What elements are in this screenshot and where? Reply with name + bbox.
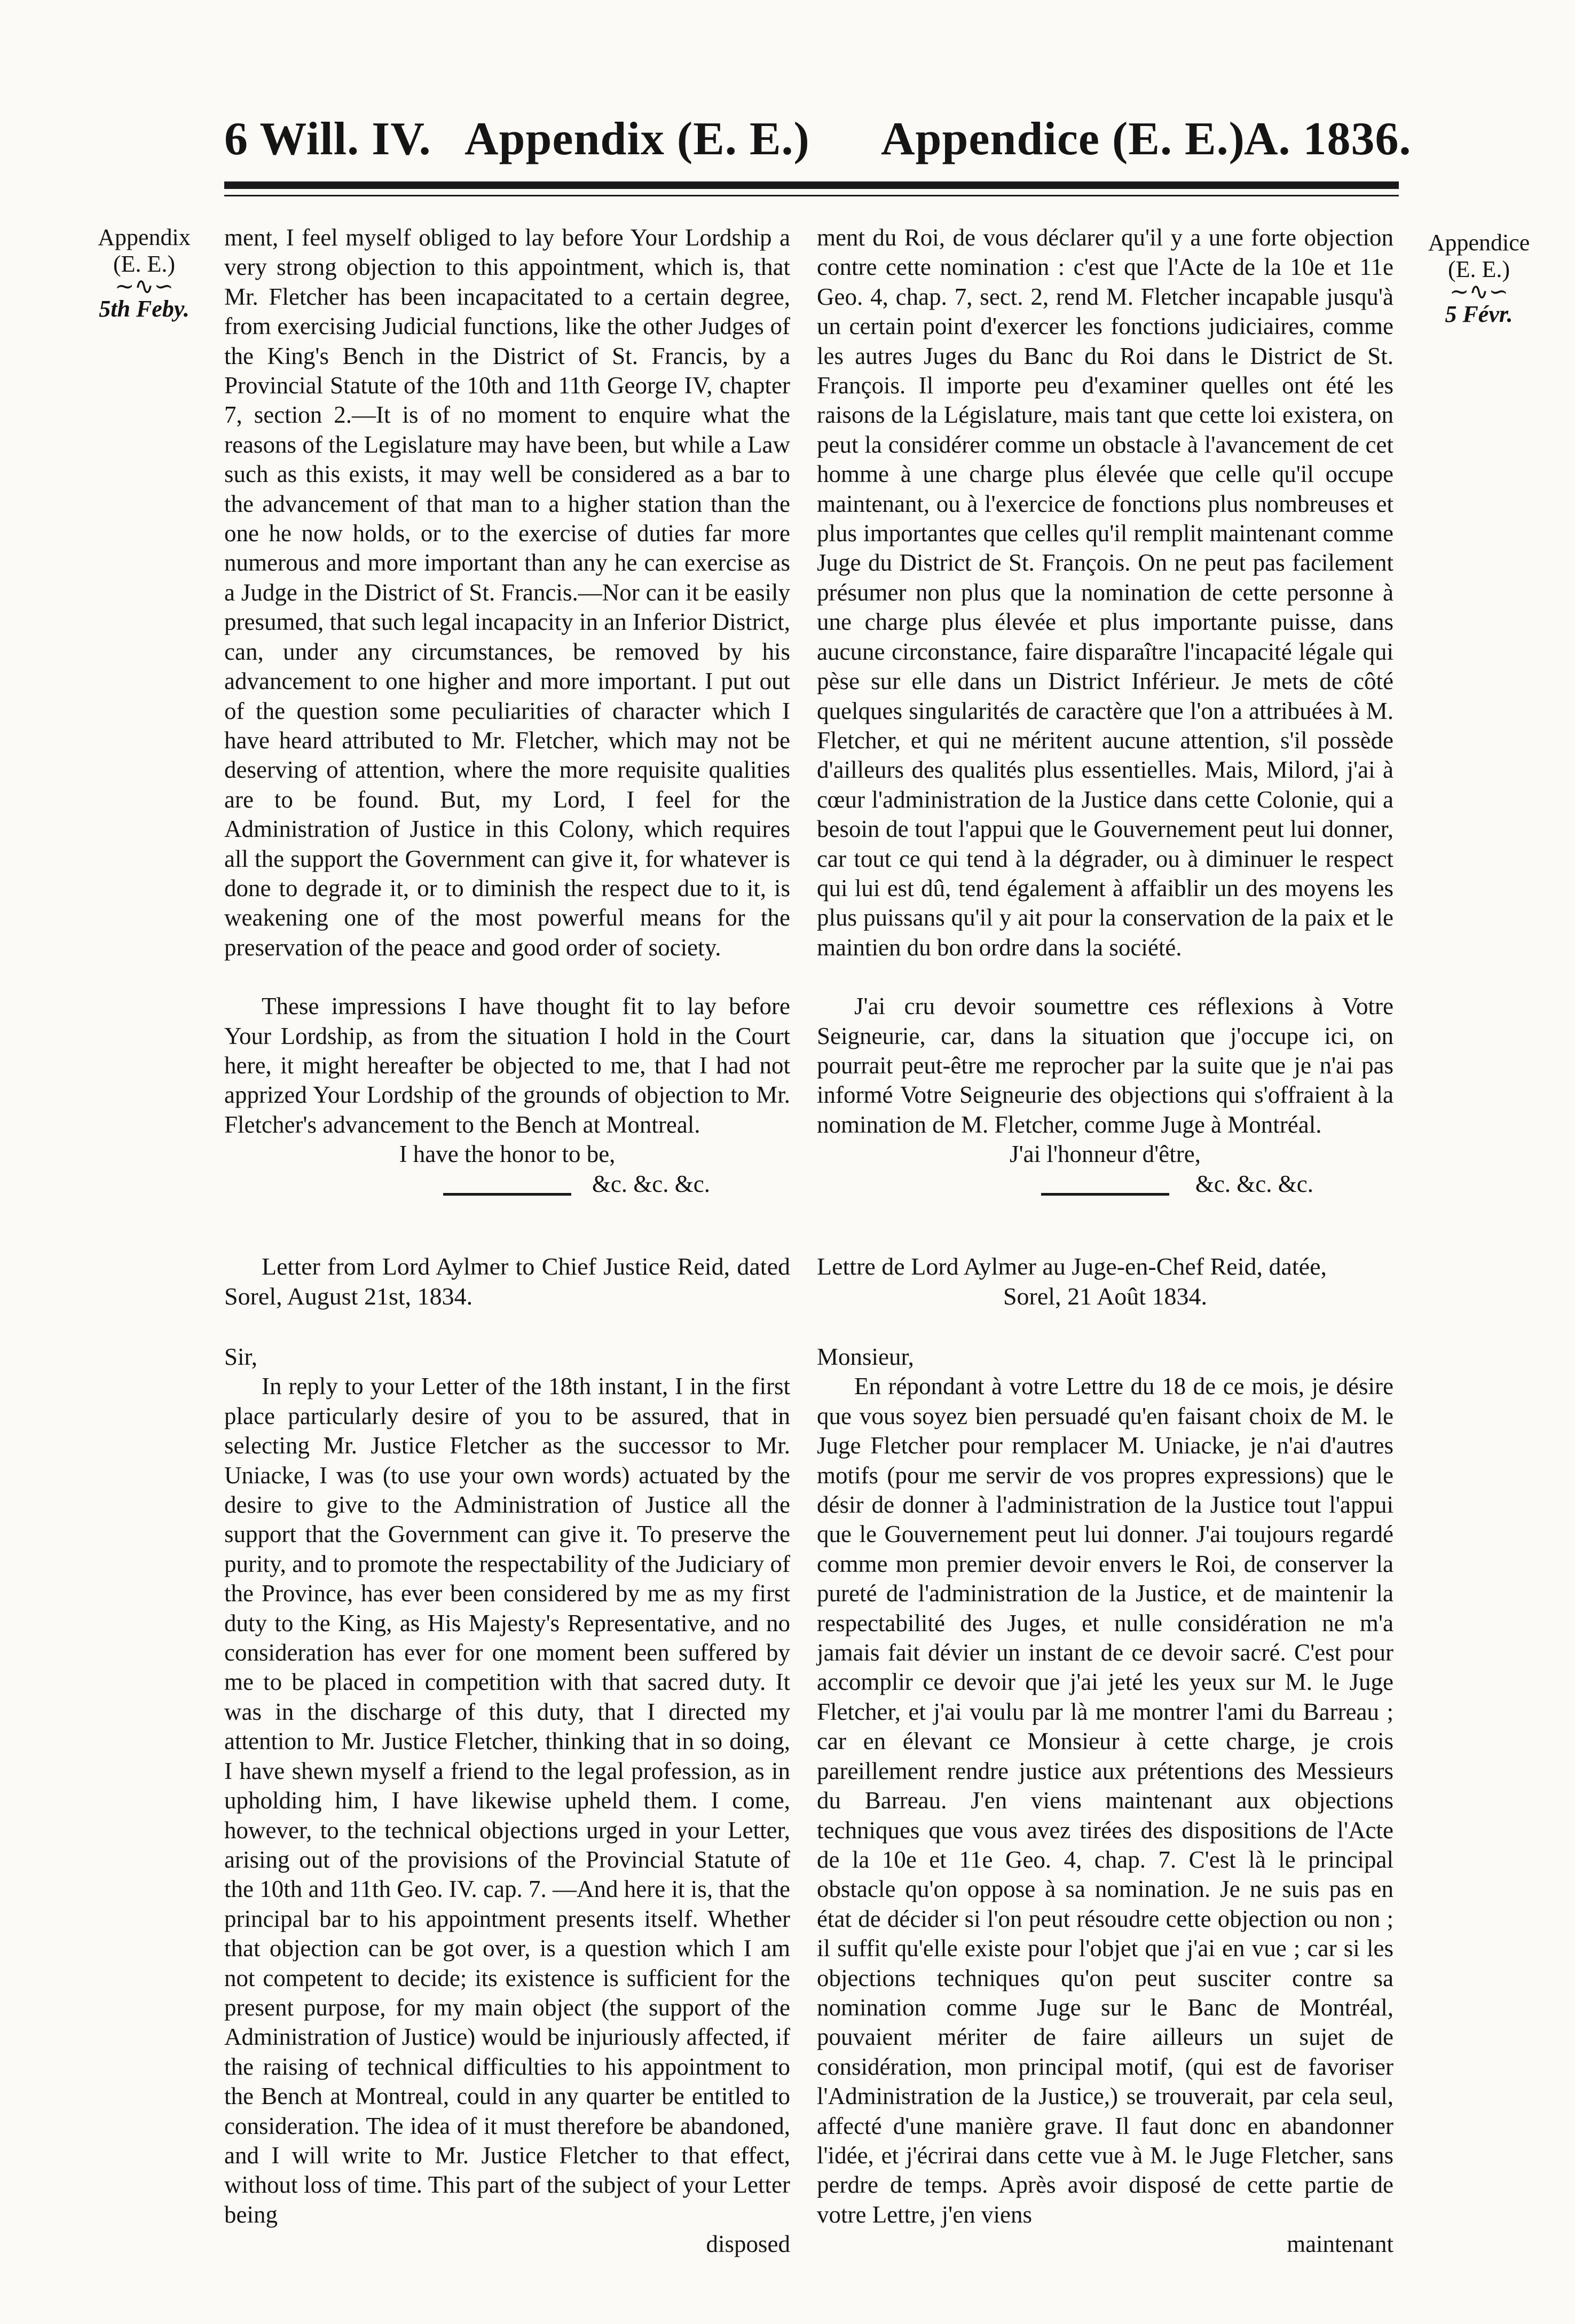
margin-swash: ∼∿∽ [1449, 279, 1509, 305]
right-margin-note [1404, 230, 1554, 328]
french-paragraph-2: J'ai cru devoir soumettre ces réflexions à Votre Seigneurie, car, dans la situation que j'occupe ici, on pourrait peut-être me reprocher par la suite que je n'ai pas informé Votre Seigneurie des objections qui s'offraient à la nomination de M. Fletcher, comme Juge à Montréal. [817, 993, 1393, 1138]
english-salutation: Sir, [224, 1343, 257, 1370]
french-catchword: maintenant [1287, 2231, 1393, 2258]
page-year: A. 1836. [1244, 113, 1412, 165]
english-catchword: disposed [706, 2231, 790, 2258]
french-paragraph-3: En répondant à votre Lettre du 18 de ce mois, je désire que vous soyez bien persuadé qu'en faisant choix de M. le Juge Fletcher pour remplacer M. Uniacke, je n'ai d'autres motifs (pour me servir de vos propres expressions) que le désir de donner à l'administration de la Justice tout l'appui que le Gouvernement peut lui donner. J'ai toujours regardé comme mon premier devoir envers le Roi, de conserver la pureté de l'administration de la Justice, et de maintenir la respectabilité des Juges, et nulle considération ne m'a jamais fait dévier un instant de ce devoir sacré. C'est pour accomplir ce devoir que j'ai jeté les yeux sur M. le Juge Fletcher, et j'ai voulu par là me montrer l'ami du Barreau ; car en élevant ce Monsieur à cette charge, je crois pareillement rendre justice aux prétentions des Messieurs du Barreau. J'en viens maintenant aux objections techniques que vous avez tirées des dispositions de l'Acte de la 10e et 11e Geo. 4, chap. 7. C'est là le principal obstacle qu'on oppose à sa nomination. Je ne suis pas en état de décider si l'on peut résoudre cette objection ou non ; il suffit qu'elle existe pour l'objet que j'ai en vue ; car si les objections techniques qu'on peut susciter contre sa nomination comme Juge sur le Banc de Montréal, pouvaient mériter de faire ailleurs un sujet de considération, mon principal motif, (qui est de favoriser l'Administration de la Justice,) se trouverait, par cela seul, affecté d'une manière grave. Il faut donc en abandonner l'idée, et j'écrirai dans cette vue à M. le Juge Fletcher, sans perdre de temps. Après avoir disposé de cette partie de votre Lettre, j'en viens [817, 1373, 1393, 2228]
french-upper-column [817, 223, 1393, 1199]
english-etc: &c. &c. &c. [592, 1170, 710, 1197]
french-etc: &c. &c. &c. [1195, 1170, 1313, 1197]
margin-appendice-code: (E. E.) [1447, 256, 1510, 282]
left-margin-note [64, 224, 224, 322]
margin-swash: ∼∿∽ [114, 273, 174, 299]
margin-appendix-code: (E. E.) [113, 251, 176, 277]
english-paragraph-2: These impressions I have thought fit to lay before Your Lordship, as from the situation I hold in the Court here, it might hereafter be objected to me, that I had not apprized Your Lordship of the grounds of objection to Mr. Fletcher's advancement to the Bench at Montreal. [224, 993, 790, 1138]
margin-date: 5th Feby. [99, 296, 190, 322]
english-closing: I have the honor to be, [399, 1141, 616, 1168]
french-letter-title [817, 1252, 1393, 1311]
french-letter-title-line2: Sorel, 21 Août 1834. [1003, 1283, 1208, 1310]
english-letter-title-text: Letter from Lord Aylmer to Chief Justice Reid, dated Sorel, August 21st, 1834. [224, 1253, 790, 1310]
regnal-year: 6 Will. IV. [224, 113, 431, 165]
english-paragraph-1: ment, I feel myself obliged to lay before Your Lordship a very strong objection to this appointment, which is, that Mr. Fletcher has been incapacitated to a certain degree, from exercising Judicial functions, like the other Judges of the King's Bench in the District of St. Francis, by a Provincial Statute of the 10th and 11th George IV, chapter 7, section 2.—It is of no moment to enquire what the reasons of the Legislature may have been, but while a Law such as this exists, it may well be considered as a bar to the advancement of that man to a higher station than the one he now holds, or to the exercise of duties far more numerous and more important than any he can exercise as a Judge in the District of St. Francis.—Nor can it be easily presumed, that such legal incapacity in an Inferior District, can, under any circumstances, be removed by his advancement to one higher and more important. I put out of the question some peculiarities of character which I have heard attributed to Mr. Fletcher, which may not be deserving of attention, where the more requisite qualities are to be found. But, my Lord, I feel for the Administration of Justice in this Colony, which requires all the support the Government can give it, for whatever is done to degrade it, or to diminish the respect due to it, is weakening one of the most powerful means for the preservation of the peace and good order of society. [224, 224, 790, 961]
margin-appendice-label: Appendice [1428, 230, 1530, 256]
margin-date: 5 Févr. [1445, 301, 1513, 327]
english-paragraph-3: In reply to your Letter of the 18th instant, I in the first place particularly desire of you to be assured, that in selecting Mr. Justice Fletcher as the successor to Mr. Uniacke, I was (to use your own words) actuated by the desire to give to the Administration of Justice all the support that the Government can give it. To preserve the purity, and to promote the respectability of the Judiciary of the Province, has ever been considered by me as my first duty to the King, as His Majesty's Representative, and no consideration has ever for one moment been suffered by me to be placed in competition with that sacred duty. It was in the discharge of this duty, that I directed my attention to Mr. Justice Fletcher, thinking that in so doing, I have shewn myself a friend to the legal profession, as in upholding him, I have likewise upheld them. I come, however, to the technical objections urged in your Letter, arising out of the provisions of the Provincial Statute of the 10th and 11th Geo. IV. cap. 7. —And here it is, that the principal bar to his appointment presents itself. Whether that objection can be got over, is a question which I am not competent to decide; its existence is sufficient for the present purpose, for my main object (the support of the Administration of Justice) would be injuriously affected, if the raising of technical difficulties to his appointment to the Bench at Montreal, could in any quarter be entitled to consideration. The idea of it must therefore be abandoned, and I will write to Mr. Justice Fletcher to that effect, without loss of time. This part of the subject of your Letter being [224, 1373, 790, 2228]
margin-appendix-label: Appendix [98, 224, 191, 250]
section-separator-fr [1041, 1193, 1169, 1196]
english-upper-column [224, 223, 790, 1199]
french-letter-title-line1: Lettre de Lord Aylmer au Juge-en-Chef Reid, datée, [817, 1253, 1327, 1280]
french-closing: J'ai l'honneur d'être, [1010, 1141, 1201, 1168]
header-rule-thin [224, 195, 1399, 196]
header-rule-thick [224, 181, 1399, 189]
french-letter-body [817, 1342, 1393, 2259]
english-letter-body [224, 1342, 790, 2259]
appendix-title-en: Appendix (E. E.) [464, 113, 810, 165]
french-salutation: Monsieur, [817, 1343, 914, 1370]
english-letter-title [224, 1252, 790, 1311]
appendix-title-fr: Appendice (E. E.) [881, 113, 1245, 165]
french-paragraph-1: ment du Roi, de vous déclarer qu'il y a une forte objection contre cette nomination : c'est que l'Acte de la 10e et 11e Geo. 4, chap. 7, sect. 2, rend M. Fletcher incapable jusqu'à un certain point d'exercer les fonctions judiciaires, comme les autres Juges du Banc du Roi dans le District de St. François. Il importe peu d'examiner quelles ont été les raisons de la Législature, mais tant que cette loi existera, on peut la considérer comme un obstacle à l'avancement de cet homme à une charge plus élevée que celle qu'il occupe maintenant, ou à l'exercice de fonctions plus nombreuses et plus importantes que celles qu'il remplit maintenant comme Juge du District de St. François. On ne peut pas facilement présumer non plus que la nomination de cette personne à une charge plus élevée et plus importante puisse, dans aucune circonstance, faire disparaître l'incapacité légale qui pèse sur elle dans un District Inférieur. Je mets de côté quelques singularités de caractère que l'on a attribuées à M. Fletcher, et qui ne méritent aucune attention, s'il possède d'ailleurs des qualités plus essentielles. Mais, Milord, j'ai à cœur l'administration de la Justice dans cette Colonie, qui a besoin de tout l'appui que le Gouvernement peut lui donner, car tout ce qui tend à la dégrader, ou à diminuer le respect qui lui est dû, tend également à affaiblir un des moyens les plus puissans qu'il y ait pour la conservation de la paix et le maintien du bon ordre dans la société. [817, 224, 1393, 961]
section-separator-en [443, 1193, 571, 1196]
